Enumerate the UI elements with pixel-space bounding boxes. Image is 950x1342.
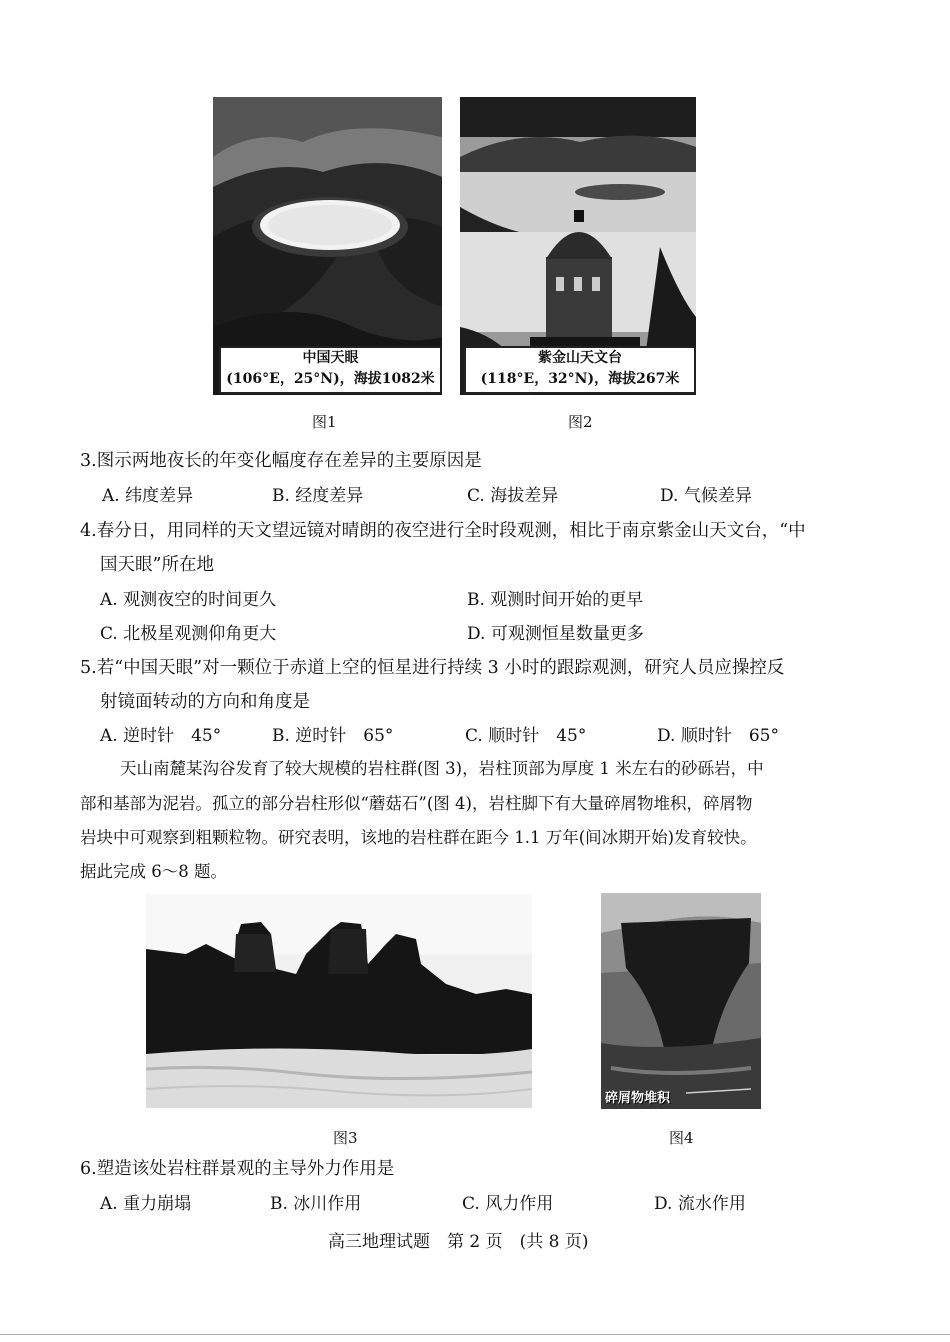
question-5-option-b: B. 逆时针 65° [272,726,394,746]
question-3-option-c: C. 海拔差异 [467,486,559,506]
question-4-option-b: B. 观测时间开始的更早 [467,590,644,610]
question-4-stem-line2: 国天眼”所在地 [100,555,214,575]
question-5-option-d: D. 顺时针 65° [657,726,779,746]
figure3-label: 图3 [333,1129,358,1147]
bottom-divider [0,1334,950,1335]
page-footer: 高三地理试题 第 2 页 (共 8 页) [328,1232,589,1252]
question-3-stem: 3.图示两地夜长的年变化幅度存在差异的主要原因是 [80,451,482,471]
passage-line3: 岩块中可观察到粗颗粒物。研究表明，该地的岩柱群在距今 1.1 万年(间冰期开始)发育较快。 [80,828,757,847]
figure2-label: 图2 [568,413,593,431]
question-4-stem-line1: 4.春分日，用同样的天文望远镜对晴朗的夜空进行全时段观测，相比于南京紫金山天文台，“中 [80,521,806,541]
passage-line4: 据此完成 6～8 题。 [80,862,227,881]
figure2-caption [464,346,696,394]
question-5-stem-line1: 5.若“中国天眼”对一颗位于赤道上空的恒星进行持续 3 小时的跟踪观测，研究人员应操控反 [80,658,785,678]
question-6-option-b: B. 冰川作用 [270,1194,362,1214]
figure3-photo [146,894,532,1108]
question-6-option-d: D. 流水作用 [654,1194,746,1214]
figure1-name: 中国天眼 [302,350,359,366]
figure4-label: 图4 [669,1129,694,1147]
question-5-option-a: A. 逆时针 45° [100,726,222,746]
question-6-option-a: A. 重力崩塌 [100,1194,192,1214]
passage-line1: 天山南麓某沟谷发育了较大规模的岩柱群(图 3)，岩柱顶部为厚度 1 米左右的砂砾岩，中 [120,759,764,778]
question-6-stem: 6.塑造该处岩柱群景观的主导外力作用是 [80,1159,395,1179]
question-5-option-c: C. 顺时针 45° [465,726,587,746]
figure1-caption [219,346,442,394]
figure2-info: (118°E，32°N)，海拔267米 [480,371,680,387]
question-4-option-a: A. 观测夜空的时间更久 [100,590,277,610]
passage-line2: 部和基部为泥岩。孤立的部分岩柱形似“蘑菇石”(图 4)，岩柱脚下有大量碎屑物堆积，碎屑物 [80,794,753,813]
question-3-option-d: D. 气候差异 [660,486,752,506]
figure1-label: 图1 [312,413,337,431]
figure4-photo [601,893,761,1109]
figure4-overlay-label: 碎屑物堆积 [605,1091,671,1106]
question-5-stem-line2: 射镜面转动的方向和角度是 [100,692,310,712]
question-3-option-a: A. 纬度差异 [102,486,194,506]
question-6-option-c: C. 风力作用 [462,1194,554,1214]
question-4-option-d: D. 可观测恒星数量更多 [467,624,644,644]
question-4-option-c: C. 北极星观测仰角更大 [100,624,277,644]
figure1-info: (106°E，25°N)，海拔1082米 [226,371,435,387]
figure2-name: 紫金山天文台 [538,350,622,366]
question-3-option-b: B. 经度差异 [272,486,364,506]
